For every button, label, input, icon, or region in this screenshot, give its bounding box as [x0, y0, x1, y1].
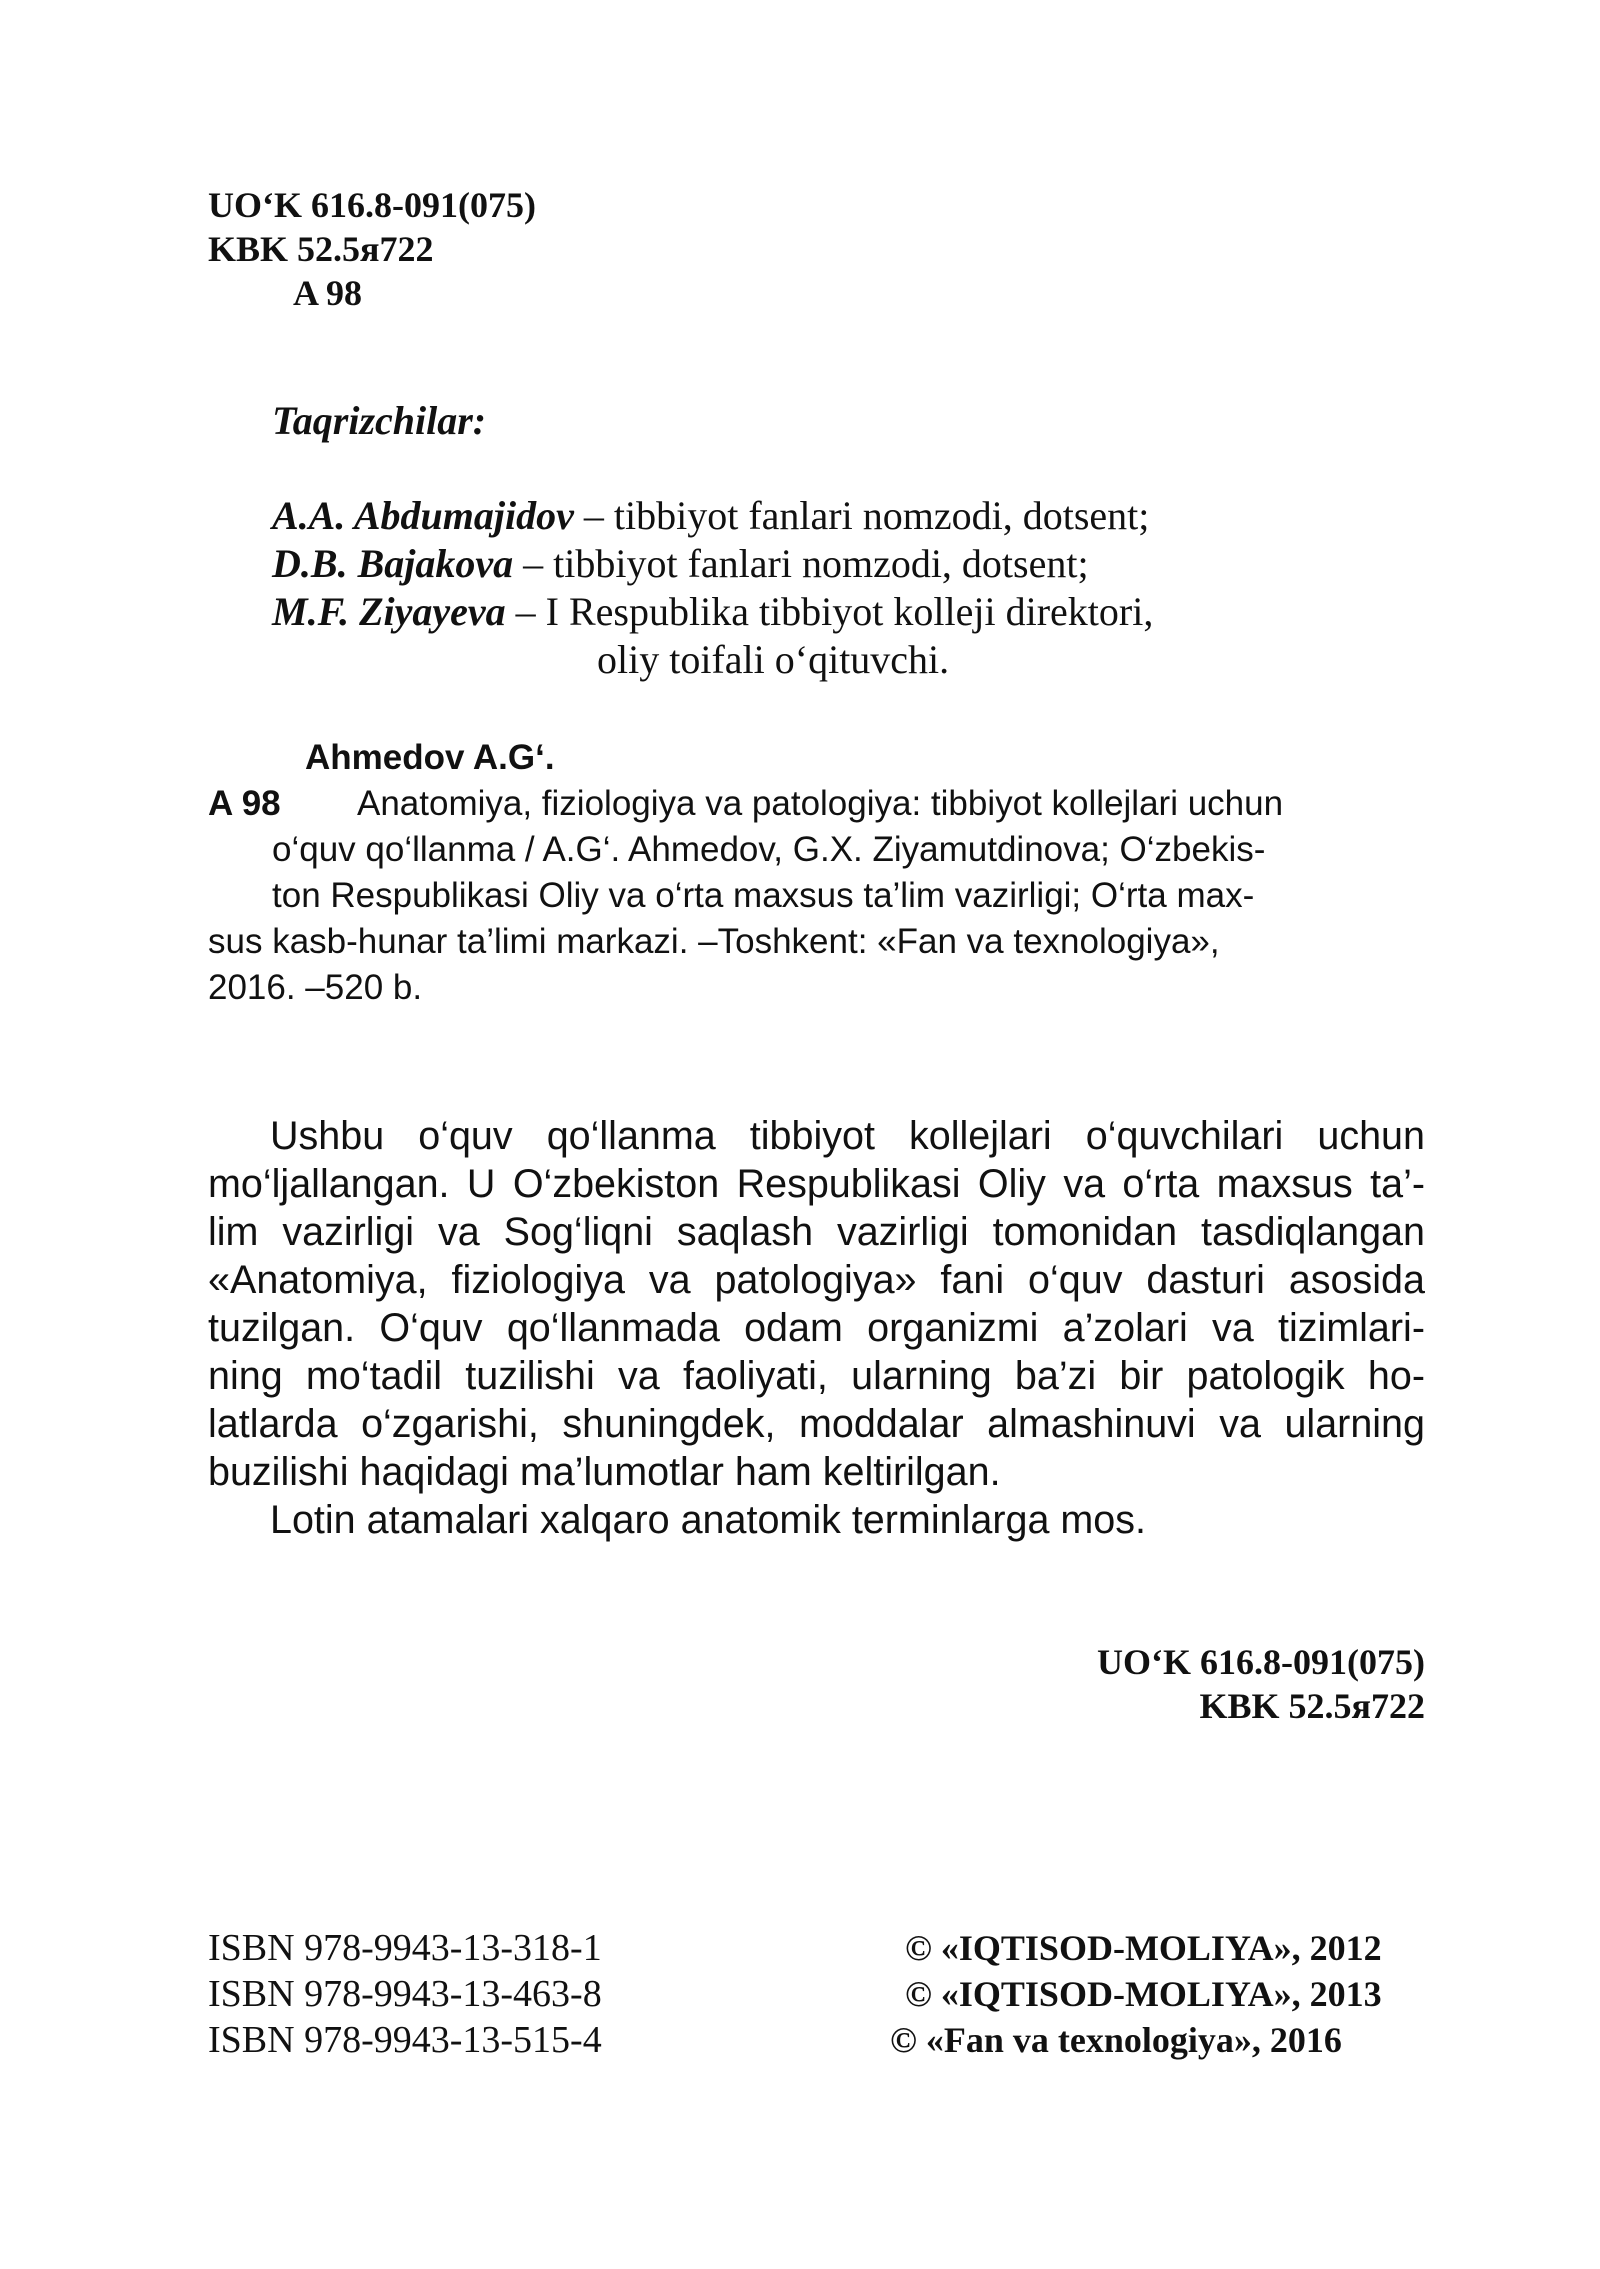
annotation-line: ning mo‘tadil tuzilishi va faoliyati, ularning ba’zi bir patologik ho-	[208, 1354, 1425, 1398]
reviewer-name: D.B. Bajakova	[272, 541, 514, 586]
bib-line: 2016. –520 b.	[208, 968, 423, 1007]
annotation-second-paragraph: Lotin atamalari xalqaro anatomik terminlarga mos.	[270, 1498, 1146, 1542]
reviewer-continuation: oliy toifali o‘qituvchi.	[597, 637, 950, 682]
reviewer-name: M.F. Ziyayeva	[272, 589, 506, 634]
isbn-line: ISBN 978-9943-13-463-8	[208, 1973, 602, 2015]
reviewer-desc: – tibbiyot fanlari nomzodi, dotsent;	[513, 541, 1089, 586]
reviewer-desc: – tibbiyot fanlari nomzodi, dotsent;	[573, 493, 1150, 538]
reviewer-desc: – I Respublika tibbiyot kolleji direktori,	[505, 589, 1154, 634]
annotation-line: latlarda o‘zgarishi, shuningdek, moddalar almashinuvi va ularning	[208, 1402, 1425, 1446]
copyright-line: © «IQTISOD-MOLIYA», 2013	[905, 1974, 1382, 2014]
bib-line: o‘quv qo‘llanma / A.G‘. Ahmedov, G.X. Ziyamutdinova; O‘zbekis-	[272, 830, 1266, 869]
footer-udk-code: UO‘K 616.8-091(075)	[1097, 1642, 1425, 1682]
bib-code: A 98	[208, 784, 281, 823]
annotation-line: «Anatomiya, fiziologiya va patologiya» fani o‘quv dasturi asosida	[208, 1258, 1425, 1302]
isbn-line: ISBN 978-9943-13-515-4	[208, 2019, 602, 2061]
bib-line: sus kasb-hunar ta’limi markazi. –Toshkent: «Fan va texnologiya»,	[208, 922, 1220, 961]
reviewer-row	[272, 540, 1089, 588]
bib-line: Anatomiya, fiziologiya va patologiya: tibbiyot kollejlari uchun	[357, 784, 1284, 823]
bib-author: Ahmedov A.G‘.	[305, 738, 555, 777]
annotation-line: lim vazirligi va Sog‘liqni saqlash vazirligi tomonidan tasdiqlangan	[208, 1210, 1425, 1254]
annotation-line: tuzilgan. O‘quv qo‘llanmada odam organizmi a’zolari va tizimlari-	[208, 1306, 1425, 1350]
author-code: A 98	[293, 273, 363, 313]
reviewers-title: Taqrizchilar:	[272, 398, 487, 443]
udk-code: UO‘K 616.8-091(075)	[208, 185, 536, 225]
annotation-line: Ushbu o‘quv qo‘llanma tibbiyot kollejlari o‘quvchilari uchun	[270, 1114, 1425, 1158]
reviewer-row	[272, 492, 1149, 540]
reviewer-name: A.A. Abdumajidov	[272, 493, 574, 538]
footer-bbk-code: KBK 52.5я722	[1199, 1686, 1425, 1726]
isbn-line: ISBN 978-9943-13-318-1	[208, 1927, 602, 1969]
bbk-code: KBK 52.5я722	[208, 229, 434, 269]
reviewer-row	[272, 588, 1153, 636]
annotation-line: buzilishi haqidagi ma’lumotlar ham keltirilgan.	[208, 1450, 1001, 1494]
copyright-line: © «IQTISOD-MOLIYA», 2012	[905, 1928, 1382, 1968]
copyright-line: © «Fan va texnologiya», 2016	[890, 2020, 1342, 2060]
annotation-line: mo‘ljallangan. U O‘zbekiston Respublikasi Oliy va o‘rta maxsus ta’-	[208, 1162, 1425, 1206]
annotation	[208, 1112, 1425, 1544]
bib-line: ton Respublikasi Oliy va o‘rta maxsus ta’lim vazirligi; O‘rta max-	[272, 876, 1255, 915]
